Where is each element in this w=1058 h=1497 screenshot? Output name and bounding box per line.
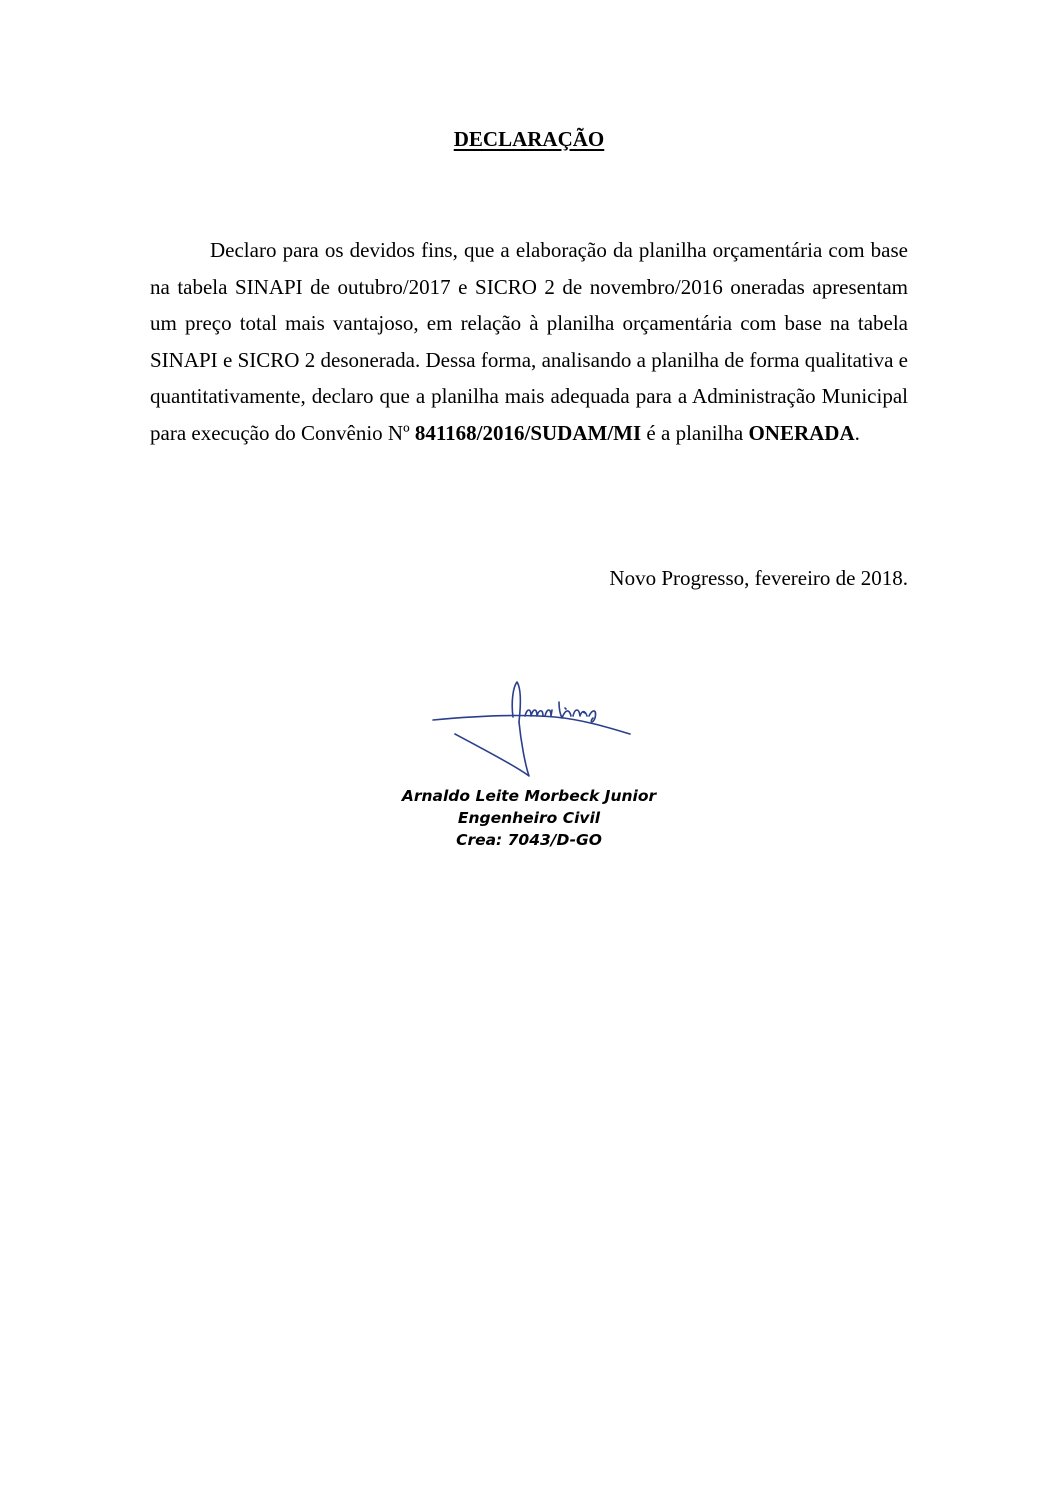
- signer-name: Arnaldo Leite Morbeck Junior: [401, 787, 657, 805]
- handwritten-signature: [425, 672, 635, 787]
- onerada-label: ONERADA: [748, 420, 855, 445]
- document-title: DECLARAÇÃO: [453, 127, 605, 151]
- declaration-text-middle: é a planilha: [641, 420, 749, 445]
- signer-role: Engenheiro Civil: [457, 809, 601, 827]
- place-date: Novo Progresso, fevereiro de 2018.: [609, 566, 908, 590]
- convenio-number: 841168/2016/SUDAM/MI: [414, 420, 642, 445]
- declaration-text-end: .: [854, 420, 860, 445]
- signer-registration: Crea: 7043/D-GO: [456, 831, 602, 849]
- declaration-paragraph: [150, 232, 908, 451]
- declaration-text-start: Declaro para os devidos fins, que a elaboração da planilha orçamentária com base na tabela SINAPI de outubro/2017 e SICRO 2 de novembro/2016 oneradas apresentam um preço total mais vantajoso, em relação à planilha orçamentária com base na tabela SINAPI e SICRO 2 desonerada. Dessa forma, analisando a planilha de forma qualitativa e quantitativamente, declaro que a planilha mais adequada para a Administração Municipal para execução do Convênio Nº: [150, 238, 908, 445]
- signer-block: [0, 785, 1058, 851]
